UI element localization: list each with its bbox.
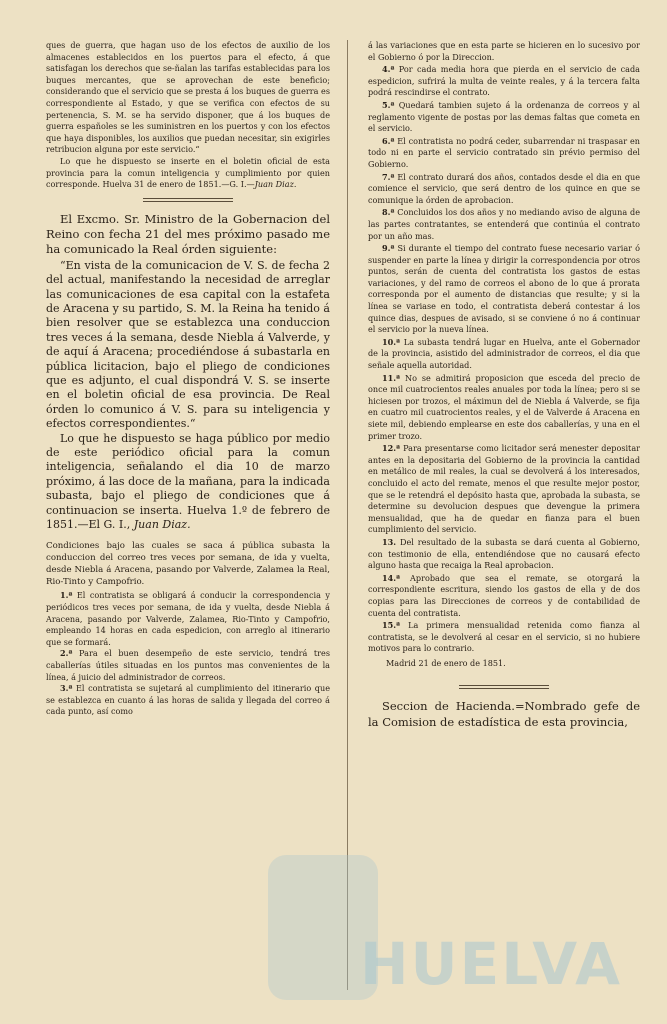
condition-item xyxy=(46,648,330,683)
paragraph: á las variaciones que en esta parte se hicieren en lo sucesivo por el Gobierno ó por la Direccion. xyxy=(368,40,640,62)
condition-item xyxy=(368,207,640,242)
condition-item xyxy=(368,337,640,372)
condition-text: La subasta tendrá lugar en Huelva, ante el Gobernador de la provincia, asistido del administrador de correos, el dia que señale aquella autoridad. xyxy=(368,336,640,371)
section-divider xyxy=(459,685,549,689)
paragraph-order-notice xyxy=(46,156,330,191)
condition-item xyxy=(368,243,640,336)
condition-number: 8.ª xyxy=(382,207,395,218)
condition-text: Por cada media hora que pierda en el servicio de cada espedicion, sufrirá la multa de veinte reales, y á la tercera falta podrá rescindirse el contrato. xyxy=(368,64,640,98)
condition-text: Concluidos los dos años y no mediando aviso de alguna de las partes contratantes, se entenderá que continúa el contrato por un año mas. xyxy=(368,207,641,241)
condition-number: 15.ª xyxy=(382,620,401,631)
condition-text: Quedará tambien sujeto á la ordenanza de correos y al reglamento vigente de postas por las demas faltas que cometa en el servicio. xyxy=(368,99,640,134)
paragraph-text: Lo que he dispuesto se haga público por medio de este periódico oficial para la comun inteligencia, señalando el dia 10 de marzo próximo, á las doce de la mañana, para la indicada subasta, bajo el pliego de condiciones que á continuacion se inserta. Huelva 1.º de febrero de 1851.—El G. I., xyxy=(46,431,330,532)
condition-item xyxy=(368,64,640,99)
condition-item xyxy=(368,136,640,171)
condition-text: Del resultado de la subasta se dará cuenta al Gobierno, con testimonio de ella, entendiéndose que no causará efecto alguno hasta que recaiga la Real aprobacion. xyxy=(368,536,640,571)
section-heading: Seccion de Hacienda.=Nombrado gefe de la Comision de estadística de esta provincia, xyxy=(368,699,640,729)
condition-number: 1.ª xyxy=(60,590,73,601)
condition-text: Para el buen desempeño de este servicio, tendrá tres caballerías útiles situadas en los puntos mas convenientes de la línea, á juicio del administrador de correos. xyxy=(46,648,330,682)
condition-item xyxy=(368,573,640,619)
royal-order-quote: “En vista de la comunicacion de V. S. de fecha 2 del actual, manifestando la necesidad de arreglar las comunicaciones de esa capital con la estafeta de Aracena y su partido, S. M. la Reina ha tenido á bien resolver que se establezca una conduccion tres veces á la semana, desde Niebla á Valverde, y de aquí á Aracena; procediéndose á subastarla en pública licitacion, bajo el pliego de condiciones que es adjunto, el cual dispondrá V. S. se inserte en el boletin oficial de esa provincia. De Real órden lo comunico á V. S. para su inteligencia y efectos correspondientes.“ xyxy=(46,258,330,431)
condition-number: 2.ª xyxy=(60,648,73,659)
signature: Juan Diaz. xyxy=(133,518,191,532)
condition-item xyxy=(368,620,640,655)
condition-number: 7.ª xyxy=(382,171,395,182)
paragraph: ques de guerra, que hagan uso de los efectos de auxilio de los almacenes establecidos en los puertos para el efecto, á que satisfagan los derechos que se-ñalan las tarifas establecidas para los buques mercantes, que se aprovechan de este beneficio; considerando que el servicio que se presta á los buques de guerra es correspondiente al Estado, y que se verifica con efectos de su pertenencia, S. M. se ha servido disponer, que á los buques de guerra españoles se les suministren en los puertos y con los efectos que haya disponibles, los auxilios que puedan necesitar, sin exigirles retribucion alguna por este servicio.“ xyxy=(46,40,330,155)
condition-number: 9.ª xyxy=(382,243,395,254)
condition-number: 12.ª xyxy=(382,443,401,454)
condition-text: Para presentarse como licitador será menester depositar antes en la depositaria del Gobierno de la provincia la cantidad en metálico de mil reales, la cual se devolverá á los interesados, concluido el acto del remate, menos el que resulte mejor postor, que se le retendrá el depósito hasta que, aprobada la subasta, se determine su devolucion despues que devengue la primera mensualidad, que ha de quedar en fianza para el buen cumplimiento del servicio. xyxy=(368,443,641,535)
condition-text: Si durante el tiempo del contrato fuese necesario variar ó suspender en parte la línea y dirigir la correspondencia por otros puntos, serán de cuenta del contratista los gastos de estas variaciones, y del ramo de correos el abono de lo que á prorata corresponda por el aumento de distancias que resulte; y si la línea se variase en todo, el contratista deberá contestar á los quince dias, despues de avisado, si se conviene ó no á continuar el servicio por la nueva línea. xyxy=(368,243,641,335)
condition-item xyxy=(368,443,640,536)
section-divider xyxy=(143,198,233,202)
right-column xyxy=(368,40,640,730)
condition-number: 4.ª xyxy=(382,64,395,75)
signature: Juan Diaz. xyxy=(254,179,297,190)
left-column xyxy=(46,40,330,718)
condition-text: Aprobado que sea el remate, se otorgará la correspondiente escritura, siendo los gastos de ella y de dos copias para las Direcciones de correos y de contabilidad de cuenta del contratista. xyxy=(368,572,640,618)
condition-text: El contratista no podrá ceder, subarrendar ni traspasar en todo ni en parte el servicio contratado sin prévio permiso del Gobierno. xyxy=(368,135,640,169)
paragraph-subasta xyxy=(46,432,330,533)
condition-item xyxy=(368,172,640,207)
condition-item xyxy=(46,590,330,648)
condition-number: 5.ª xyxy=(382,99,395,110)
condition-number: 13. xyxy=(382,536,397,547)
condition-text: No se admitirá proposicion que esceda del precio de once mil cuatrocientos reales anuales por toda la línea; pero si se hiciesen por trozos, el máximun del de Niebla á Valverde, se fija en cuatro mil cuatrocientos reales, y el de Valverde á Aracena en siete mil, debiendo emplearse en este dos caballerías, y una en el primer trozo. xyxy=(368,372,640,441)
condition-item xyxy=(368,100,640,135)
date-line: Madrid 21 de enero de 1851. xyxy=(386,657,506,668)
condition-item xyxy=(368,537,640,572)
condition-text: La primera mensualidad retenida como fianza al contratista, se le devolverá al cesar en el servicio, si no hubiere motivos para lo contrario. xyxy=(368,620,640,654)
condition-number: 3.ª xyxy=(60,683,73,694)
condition-text: El contrato durará dos años, contados desde el dia en que comience el servicio, que será dentro de los quince en que se comunique la órden de aprobacion. xyxy=(368,171,640,205)
condition-number: 14.ª xyxy=(382,572,401,583)
condition-text: El contratista se obligará á conducir la correspondencia y periódicos tres veces por semana, de ida y vuelta, desde Niebla á Aracena, pasando por Valverde, Zalamea, Rio-Tinto y Campofrio, empleando 14 horas en cada espedicion, con arreglo al itinerario que se formará. xyxy=(46,590,330,647)
condition-number: 6.ª xyxy=(382,135,395,146)
column-divider xyxy=(347,40,348,990)
condition-text: El contratista se sujetará al cumplimiento del itinerario que se establezca en cuanto á las horas de salida y llegada del correo á cada punto, así como xyxy=(46,683,330,717)
paragraph-text: Lo que he dispuesto se inserte en el boletin oficial de esta provincia para la comun inteligencia y cumplimiento por quien corresponde. Huelva 31 de enero de 1851.—G. I.— xyxy=(46,155,330,190)
watermark: HUELVA xyxy=(360,930,623,998)
conditions-title: Condiciones bajo las cuales se saca á pública subasta la conduccion del correo tres veces por semana, de ida y vuelta, desde Niebla á Aracena, pasando por Valverde, Zalamea la Real, Rio-Tinto y Campofrio. xyxy=(46,541,330,588)
condition-item xyxy=(46,683,330,718)
condition-item xyxy=(368,373,640,443)
section-heading: El Excmo. Sr. Ministro de la Gobernacion del Reino con fecha 21 del mes próximo pasado me ha comunicado la Real órden siguiente: xyxy=(46,211,330,256)
condition-number: 11.ª xyxy=(382,372,401,383)
condition-number: 10.ª xyxy=(382,336,401,347)
